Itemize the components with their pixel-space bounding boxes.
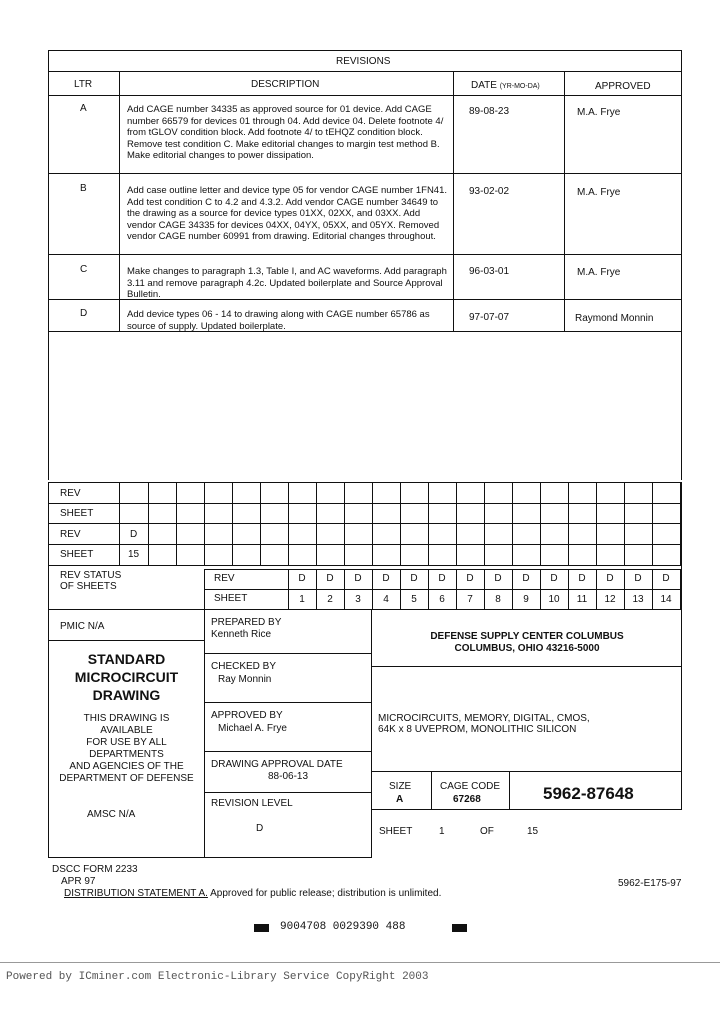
cage-label: CAGE CODE xyxy=(440,781,501,792)
status-sheet-cell: 14 xyxy=(660,594,672,605)
revision-description: Add CAGE number 34335 as approved source for 01 device. Add CAGE number 66579 for devices 01 through 04. Add device 04. Delete footnote 4/ from tGLOV condition block. Add footnote 4/ to tEHQZ condition block. Remove test condition C. Make editorial changes to margin test method B. Make editorial changes to power dissipation. xyxy=(127,104,444,161)
revision-approved: M.A. Frye xyxy=(577,107,621,118)
grid-divider xyxy=(680,482,681,566)
status-sheet-cell: 9 xyxy=(523,594,529,605)
status-rev-cell: D xyxy=(382,573,390,584)
status-rev-cell: D xyxy=(354,573,362,584)
revision-ltr: B xyxy=(80,183,87,194)
item-title: MICROCIRCUITS, MEMORY, DIGITAL, CMOS, 64K x 8 UVEPROM, MONOLITHIC SILICON xyxy=(378,713,590,735)
ltr-header: LTR xyxy=(74,79,93,90)
grid-divider xyxy=(119,482,120,566)
agency-name: DEFENSE SUPPLY CENTER COLUMBUS xyxy=(430,631,624,642)
grid-divider xyxy=(624,482,625,566)
grid-divider xyxy=(232,482,233,566)
cage-value: 67268 xyxy=(453,794,481,805)
standard-title: STANDARD MICROCIRCUIT DRAWING xyxy=(74,651,179,703)
status-rev-cell: D xyxy=(662,573,670,584)
status-rev-cell: D xyxy=(410,573,418,584)
status-rev-label: REV xyxy=(214,573,235,584)
revision-approved: Raymond Monnin xyxy=(575,313,654,324)
drawing-number: 5962-87648 xyxy=(543,784,634,803)
status-rev-cell: D xyxy=(494,573,502,584)
grid-divider xyxy=(428,482,429,566)
availability-note: THIS DRAWING IS AVAILABLE FOR USE BY ALL DEPARTMENTS AND AGENCIES OF THE DEPARTMENT OF DEFENSE xyxy=(59,713,194,784)
agency-address: COLUMBUS, OHIO 43216-5000 xyxy=(454,643,600,654)
status-rev-cell: D xyxy=(466,573,474,584)
grid-divider xyxy=(316,482,317,566)
of-label: OF xyxy=(480,826,494,837)
grid-divider xyxy=(456,482,457,566)
date-format-label: (YR-MO-DA) xyxy=(499,83,540,90)
approved-label: APPROVED BY xyxy=(211,710,283,721)
status-sheet-cell: 12 xyxy=(604,594,616,605)
approved-by: Michael A. Frye xyxy=(218,723,287,734)
sheet-number: 1 xyxy=(439,826,445,837)
grid-divider xyxy=(596,482,597,566)
approved-header: APPROVED xyxy=(595,81,651,92)
grid-divider xyxy=(288,482,289,566)
revision-description: Add case outline letter and device type 05 for vendor CAGE number 1FN41. Add test condition C to 4.2 and 4.3.2. Add vendor CAGE number 34649 to the drawing as a source for device types 01XX, 02XX, and 03XX. Add vendor CAGE 34335 for devices 04XX, 04YX, 05XX, and 05YX. Removed vendor CAGE number 60991 from drawing. Editorial changes throughout. xyxy=(127,185,448,242)
grid-divider xyxy=(540,482,541,566)
revision-date: 96-03-01 xyxy=(469,266,510,277)
status-rev-cell: D xyxy=(522,573,530,584)
grid-divider xyxy=(344,482,345,566)
status-sheet-cell: 10 xyxy=(548,594,560,605)
sheet-total: 15 xyxy=(527,826,539,837)
revision-ltr: A xyxy=(80,103,87,114)
grid-divider xyxy=(652,482,653,566)
distribution-statement xyxy=(64,888,441,899)
grid-sheet-label: SHEET xyxy=(60,549,94,560)
status-rev-cell: D xyxy=(578,573,586,584)
status-sheet-cell: 1 xyxy=(299,594,305,605)
prepared-by: Kenneth Rice xyxy=(211,629,272,640)
grid-sheet-value: 15 xyxy=(128,549,140,560)
grid-divider xyxy=(568,482,569,566)
revision-level-label: REVISION LEVEL xyxy=(211,798,293,809)
status-rev-cell: D xyxy=(298,573,306,584)
status-sheet-cell: 3 xyxy=(355,594,361,605)
document-code: 5962-E175-97 xyxy=(618,878,682,889)
grid-divider xyxy=(512,482,513,566)
status-sheet-label: SHEET xyxy=(214,593,248,604)
grid-divider xyxy=(148,482,149,566)
date-header xyxy=(471,80,540,92)
date-header-label: DATE xyxy=(471,80,497,91)
grid-rev-label: REV xyxy=(60,488,81,499)
checked-label: CHECKED BY xyxy=(211,661,277,672)
status-sheet-cell: 4 xyxy=(383,594,389,605)
grid-divider xyxy=(204,482,205,566)
approval-date-label: DRAWING APPROVAL DATE xyxy=(211,759,343,770)
amsc-label: AMSC N/A xyxy=(87,809,136,820)
form-date: APR 97 xyxy=(61,876,96,887)
status-sheet-cell: 2 xyxy=(327,594,333,605)
status-rev-cell: D xyxy=(326,573,334,584)
description-header: DESCRIPTION xyxy=(251,79,320,90)
barcode-left-mark xyxy=(254,924,269,932)
barcode-number: 9004708 0029390 488 xyxy=(280,921,406,933)
prepared-label: PREPARED BY xyxy=(211,617,282,628)
approval-date: 88-06-13 xyxy=(268,771,309,782)
sheet-label: SHEET xyxy=(379,826,413,837)
status-sheet-cell: 11 xyxy=(576,594,588,605)
revision-description: Add device types 06 - 14 to drawing along with CAGE number 65786 as source of supply. Updated boilerplate. xyxy=(127,309,430,332)
form-number: DSCC FORM 2233 xyxy=(52,864,138,875)
grid-rev-label: REV xyxy=(60,529,81,540)
status-rev-cell: D xyxy=(550,573,558,584)
grid-divider xyxy=(400,482,401,566)
grid-divider xyxy=(372,482,373,566)
status-divider xyxy=(680,569,681,609)
barcode-right-mark xyxy=(452,924,467,932)
grid-divider xyxy=(260,482,261,566)
status-sheet-cell: 7 xyxy=(467,594,473,605)
revisions-title: REVISIONS xyxy=(336,56,391,67)
revision-date: 97-07-07 xyxy=(469,312,510,323)
size-value: A xyxy=(396,794,404,805)
status-sheet-cell: 5 xyxy=(411,594,417,605)
distribution-text: Approved for public release; distribution is unlimited. xyxy=(207,888,442,899)
rev-status-label: REV STATUS OF SHEETS xyxy=(60,570,122,592)
revision-ltr: C xyxy=(80,264,88,275)
grid-divider xyxy=(176,482,177,566)
status-sheet-cell: 13 xyxy=(632,594,644,605)
size-label: SIZE xyxy=(389,781,412,792)
checked-by: Ray Monnin xyxy=(218,674,272,685)
grid-divider xyxy=(484,482,485,566)
grid-rev-value: D xyxy=(130,529,138,540)
powered-by-notice: Powered by ICminer.com Electronic-Library Service CopyRight 2003 xyxy=(6,971,429,983)
grid-sheet-label: SHEET xyxy=(60,508,94,519)
revision-level: D xyxy=(256,823,264,834)
status-rev-cell: D xyxy=(634,573,642,584)
status-rev-cell: D xyxy=(438,573,446,584)
revision-ltr: D xyxy=(80,308,88,319)
revision-date: 89-08-23 xyxy=(469,106,510,117)
distribution-label: DISTRIBUTION STATEMENT A. xyxy=(64,888,208,899)
revision-approved: M.A. Frye xyxy=(577,267,621,278)
status-rev-cell: D xyxy=(606,573,614,584)
revision-approved: M.A. Frye xyxy=(577,187,621,198)
pmic-label: PMIC N/A xyxy=(60,621,105,632)
revision-description: Make changes to paragraph 1.3, Table I, and AC waveforms. Add paragraph 3.11 and remove paragraph 4.2c. Updated boilerplate and Source Approval Bulletin. xyxy=(127,266,447,300)
revision-date: 93-02-02 xyxy=(469,186,510,197)
status-sheet-cell: 6 xyxy=(439,594,445,605)
status-sheet-cell: 8 xyxy=(495,594,501,605)
